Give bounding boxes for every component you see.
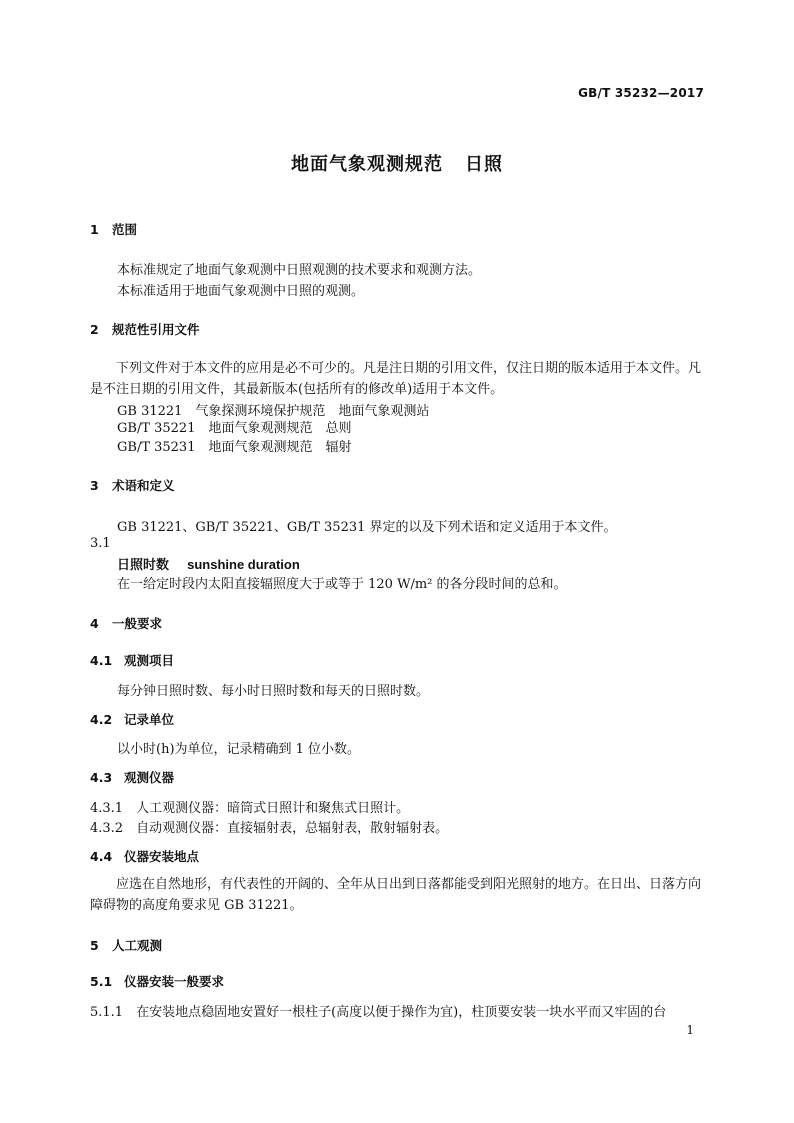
title-main: 地面气象观测规范 — [291, 154, 443, 175]
s42-paragraph: 以小时(h)为单位，记录精确到 1 位小数。 — [117, 742, 361, 757]
term-en: sunshine duration — [187, 557, 300, 572]
document-title — [0, 150, 794, 176]
s511-line: 5.1.1 在安装地点稳固地安置好一根柱子(高度以便于操作为宜)，柱顶要安装一块水平而又牢固的台 — [90, 1005, 667, 1020]
s44-paragraph: 应选在自然地形，有代表性的开阔的、全年从日出到日落都能受到阳光照射的地方。在日出、日落方向障碍物的高度角要求见 GB 31221。 — [90, 877, 702, 913]
s3-paragraph-1: GB 31221、GB/T 35221、GB/T 35231 界定的以及下列术语和定义适用于本文件。 — [117, 520, 617, 535]
section-4-heading: 4 一般要求 — [90, 616, 163, 631]
s432-line: 4.3.2 自动观测仪器：直接辐射表，总辐射表，散射辐射表。 — [90, 821, 449, 836]
s1-paragraph-1: 本标准规定了地面气象观测中日照观测的技术要求和观测方法。 — [117, 263, 482, 278]
term-title — [117, 554, 300, 573]
s2-ref-2: GB/T 35221 地面气象观测规范 总则 — [117, 421, 352, 436]
section-1-heading: 1 范围 — [90, 222, 138, 237]
s2-paragraph-1: 下列文件对于本文件的应用是必不可少的。凡是注日期的引用文件，仅注日期的版本适用于本文件。凡是不注日期的引用文件，其最新版本(包括所有的修改单)适用于本文件。 — [90, 361, 702, 397]
term-definition: 在一给定时段内太阳直接辐照度大于或等于 120 W/m² 的各分段时间的总和。 — [117, 577, 567, 592]
s41-paragraph: 每分钟日照时数、每小时日照时数和每天的日照时数。 — [117, 684, 430, 699]
title-sub: 日照 — [465, 154, 503, 175]
section-4-4-heading: 4.4 仪器安装地点 — [90, 849, 200, 864]
section-4-1-heading: 4.1 观测项目 — [90, 653, 175, 668]
page-number: 1 — [686, 1023, 694, 1037]
section-2-heading: 2 规范性引用文件 — [90, 322, 200, 337]
s2-ref-1: GB 31221 气象探测环境保护规范 地面气象观测站 — [117, 404, 430, 419]
s2-ref-3: GB/T 35231 地面气象观测规范 辐射 — [117, 440, 352, 455]
term-cn: 日照时数 — [117, 558, 170, 573]
s431-line: 4.3.1 人工观测仪器：暗筒式日照计和聚焦式日照计。 — [90, 801, 410, 816]
section-4-2-heading: 4.2 记录单位 — [90, 712, 175, 727]
section-3-heading: 3 术语和定义 — [90, 478, 175, 493]
section-5-1-heading: 5.1 仪器安装一般要求 — [90, 974, 225, 989]
section-5-heading: 5 人工观测 — [90, 938, 163, 953]
s1-paragraph-2: 本标准适用于地面气象观测中日照的观测。 — [117, 284, 365, 299]
term-number: 3.1 — [90, 536, 111, 551]
section-4-3-heading: 4.3 观测仪器 — [90, 770, 175, 785]
standard-code: GB/T 35232—2017 — [578, 86, 704, 100]
